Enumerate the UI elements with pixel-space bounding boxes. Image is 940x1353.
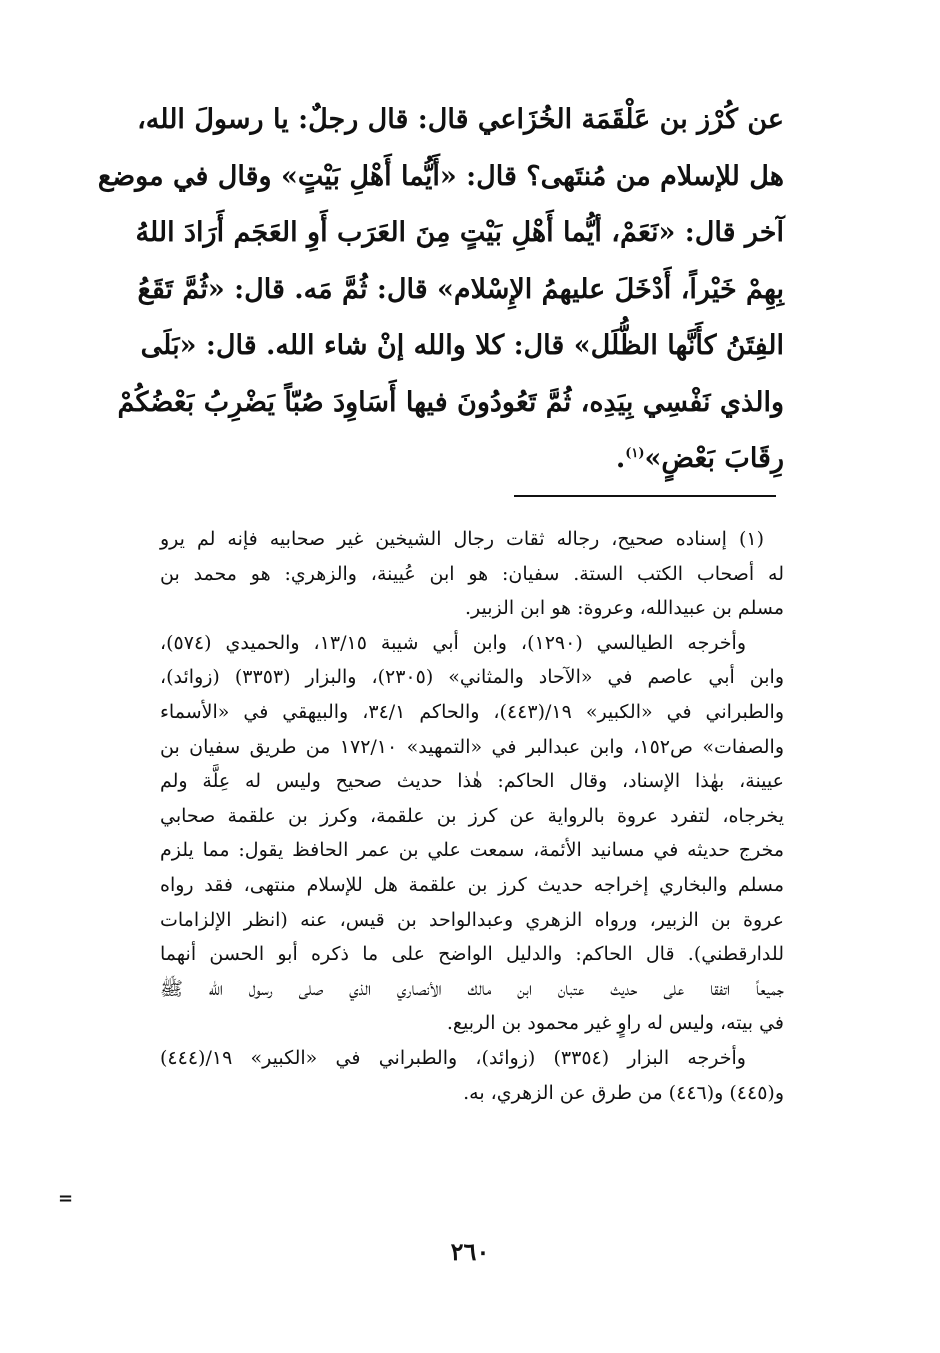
main-text-line-4: بِهِمْ خَيْراً، أَدْخَلَ عليهمُ الإِسْلام» قال: ثُمَّ مَه. قال: «ثُمَّ تَقَعُ [137, 273, 784, 305]
footnote-line-14: جميعاً اتفقا على حديث عتبان ابن مالك الأنصاري الذي صلى رسول الله ﷺ [160, 977, 784, 1000]
footnote-line-4: وأخرجه الطيالسي (١٢٩٠)، وابن أبي شيبة ١٣/١٥، والحميدي (٥٧٤)، [160, 631, 746, 654]
footnote-line-12: عروة بن الزبير، ورواه الزهري وعبدالواحد بن قيس، عنه (انظر الإلزامات [160, 908, 784, 931]
footnote-separator-rule [514, 495, 776, 497]
footnote-line-7: والصفات» ص١٥٢، وابن عبدالبر في «التمهيد» ١٧٢/١٠ من طريق سفيان بن [160, 735, 784, 758]
main-hadith-text [97, 92, 784, 488]
footnote-continuation-mark: = [58, 1188, 74, 1209]
main-text-line-7 [160, 431, 784, 488]
footnote-line-16: وأخرجه البزار (٣٣٥٤) (زوائد)، والطبراني في «الكبير» ١٩/(٤٤٤) [160, 1046, 746, 1069]
main-text-line-7-text: رِقَابَ بَعْضٍ» [644, 443, 784, 474]
footnote-line-10: مخرج حديثه في مسانيد الأئمة، سمعت علي بن عمر الحافظ يقول: مما يلزم [160, 839, 784, 862]
footnote-line-9: يخرجاه، لتفرد عروة بالرواية عن كرز بن علقمة، وكرز بن علقمة صحابي [160, 804, 784, 827]
footnote-line-8: عيينة، بهٰذا الإسناد، وقال الحاكم: هٰذا حديث صحيح وليس له عِلَّة ولم [160, 770, 784, 793]
main-text-line-2: هل للإسلام من مُنتَهى؟ قال: «أَيُّما أَهْلِ بَيْتٍ» وقال في موضع [97, 160, 784, 192]
footnote-line-3: مسلم بن عبيدالله، وعروة: هو ابن الزبير. [465, 597, 784, 620]
footnote-line-1: (١) إسناده صحيح، رجاله ثقات رجال الشيخين غير صحابيه فإنه لم يرو [160, 528, 764, 550]
page-number: ٢٦٠ [450, 1237, 490, 1266]
footnote-reference: (١) [625, 446, 645, 461]
footnote-line-13: للدارقطني). قال الحاكم: والدليل الواضح على ما ذكره أبو الحسن أنهما [160, 943, 784, 966]
main-text-line-1: عن كُرْز بن عَلْقَمَة الخُزَاعي قال: قال رجلٌ: يا رسولَ الله، [137, 104, 784, 135]
main-text-line-5: الفِتَنُ كأَنَّها الظُّلَل» قال: كلا والله إنْ شاء الله. قال: «بَلَى [140, 330, 784, 361]
footnotes-block [160, 522, 784, 1110]
footnote-line-15: في بيته، وليس له راوٍ غير محمود بن الربيع. [446, 1012, 784, 1035]
main-text-end-punctuation: . [615, 443, 626, 474]
main-text-line-3: آخر قال: «نَعَمْ، أيُّما أَهْلِ بَيْتٍ مِنَ العَرَب أَوِ العَجَم أَرَادَ اللهُ [135, 217, 784, 248]
footnote-line-11: مسلم والبخاري إخراجه حديث كرز بن علقمة هل للإسلام منتهى، فقد رواه [160, 873, 784, 896]
footnote-line-17: و(٤٤٥) و(٤٤٦) من طرق عن الزهري، به. [463, 1081, 784, 1104]
footnote-line-5: وابن أبي عاصم في «الآحاد والمثاني» (٢٣٠٥)، والبزار (٣٣٥٣) (زوائد)، [160, 666, 784, 689]
main-text-line-6: والذي نَفْسِي بِيَدِه، ثُمَّ تَعُودُونَ فيها أَسَاوِدَ صُبّاً يَضْرِبُ بَعْضُكُمْ [117, 386, 784, 418]
footnote-line-6: والطبراني في «الكبير» ١٩/(٤٤٣)، والحاكم ٣٤/١، والبيهقي في «الأسماء [160, 700, 785, 723]
footnote-line-2: له أصحاب الكتب الستة. سفيان: هو ابن عُيينة، والزهري: هو محمد بن [160, 562, 784, 585]
